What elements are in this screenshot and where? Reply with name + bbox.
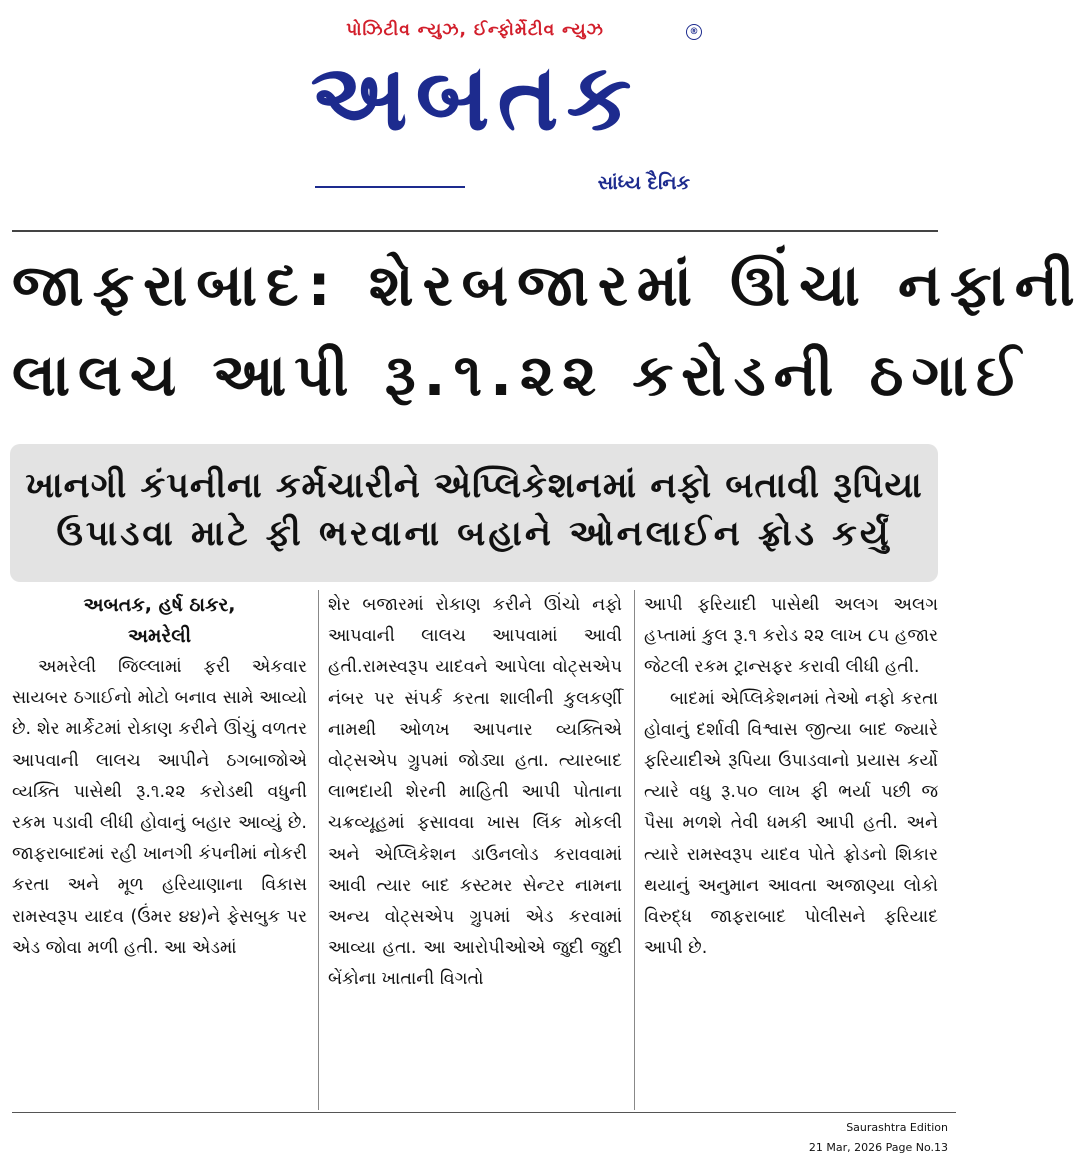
masthead-tagline: પોઝિટીવ ન્યુઝ, ઈન્ફોર્મેટીવ ન્યુઝ	[346, 20, 604, 40]
subheadline-line-1: ખાનગી કંપનીના કર્મચારીને એપ્લિકેશનમાં નફો બતાવી રૂપિયા	[25, 466, 923, 506]
subheadline-line-2: ઉપાડવા માટે ફી ભરવાના બહાને ઓનલાઈન ફ્રોડ કર્યું	[56, 514, 892, 554]
headline-line-1: જાફરાબાદ: શેરબજારમાં ઊંચા નફાની	[12, 251, 1084, 319]
column-divider	[318, 590, 319, 1110]
newspaper-logo: અબતક	[310, 44, 640, 151]
date-page-label: 21 Mar, 2026 Page No.13	[808, 1141, 948, 1154]
article-column-2	[328, 590, 622, 1110]
column-1-text: અમરેલી જિલ્લામાં ફરી એકવાર સાયબર ઠગાઈનો મોટો બનાવ સામે આવ્યો છે. શેર માર્કેટમાં રોકાણ કરીને ઊંચું વળતર આપવાની લાલચ આપીને ઠગબાજોએ વ્યક્તિ પાસેથી રૂ.૧.૨૨ કરોડથી વધુની રકમ પડાવી લીધી હોવાનું બહાર આવ્યું છે. જાફરાબાદમાં રહી ખાનગી કંપનીમાં નોકરી કરતા અને મૂળ હરિયાણાના વિકાસ રામસ્વરૂપ યાદવ (ઉંમર ૪૪)ને ફેસબુક પર એડ જોવા મળી હતી. આ એડમાં	[12, 657, 307, 958]
byline-location: અમરેલી	[127, 625, 192, 647]
column-3-paragraph-1: આપી ફરિયાદી પાસેથી અલગ અલગ હપ્તામાં કુલ રૂ.૧ કરોડ ૨૨ લાખ ૮૫ હજાર જેટલી રકમ ટ્રાન્સફર કરાવી લીધી હતી.	[644, 595, 938, 678]
page-footer	[809, 1118, 948, 1158]
logo-underline	[315, 186, 465, 188]
article-subheadline	[10, 444, 938, 582]
article-column-3	[644, 590, 938, 1110]
registered-mark-icon: ®	[686, 24, 702, 40]
article-headline	[12, 240, 1084, 420]
edition-label: Saurashtra Edition	[846, 1121, 948, 1134]
masthead-subtitle: સાંધ્ય દૈનિક	[597, 172, 690, 194]
header-divider	[12, 230, 938, 232]
article-body	[12, 590, 938, 1110]
column-3-paragraph-2: બાદમાં એપ્લિકેશનમાં તેઓ નફો કરતા હોવાનું દર્શાવી વિશ્વાસ જીત્યા બાદ જ્યારે ફરિયાદીએ રૂપિયા ઉપાડવાનો પ્રયાસ કર્યો ત્યારે વધુ રૂ.૫૦ લાખ ફી ભર્યા પછી જ પૈસા મળશે તેવી ધમકી આપી હતી. અને ત્યારે રામસ્વરૂપ યાદવ પોતે ફ્રોડનો શિકાર થયાનું અનુમાન આવતા અજાણ્યા લોકો વિરુદ્ધ જાફરાબાદ પોલીસને ફરિયાદ આપી છે.	[644, 688, 938, 959]
headline-line-2: લાલચ આપી રૂ.૧.૨૨ કરોડની ઠગાઈ	[12, 341, 1029, 409]
masthead	[0, 0, 956, 215]
footer-divider	[12, 1112, 956, 1113]
byline-author: અબતક, હર્ષ ઠાકર,	[83, 594, 236, 616]
column-2-text: શેર બજારમાં રોકાણ કરીને ઊંચો નફો આપવાની લાલચ આપવામાં આવી હતી.રામસ્વરૂપ યાદવને આપેલા વોટ્સએપ નંબર પર સંપર્ક કરતા શાલીની કુલકર્ણી નામથી ઓળખ આપનાર વ્યક્તિએ વોટ્સએપ ગ્રુપમાં જોડ્યા હતા. ત્યારબાદ લાભદાયી શેરની માહિતી આપી પોતાના ચક્રવ્યૂહમાં ફસાવવા ખાસ લિંક મોકલી અને એપ્લિકેશન ડાઉનલોડ કરાવવામાં આવી ત્યાર બાદ કસ્ટમર સેન્ટર નામના અન્ય વોટ્સએપ ગ્રુપમાં એડ કરવામાં આવ્યા હતા. આ આરોપીઓએ જુદી જુદી બેંકોના ખાતાની વિગતો	[328, 595, 622, 990]
column-divider	[634, 590, 635, 1110]
article-column-1	[12, 590, 307, 1110]
